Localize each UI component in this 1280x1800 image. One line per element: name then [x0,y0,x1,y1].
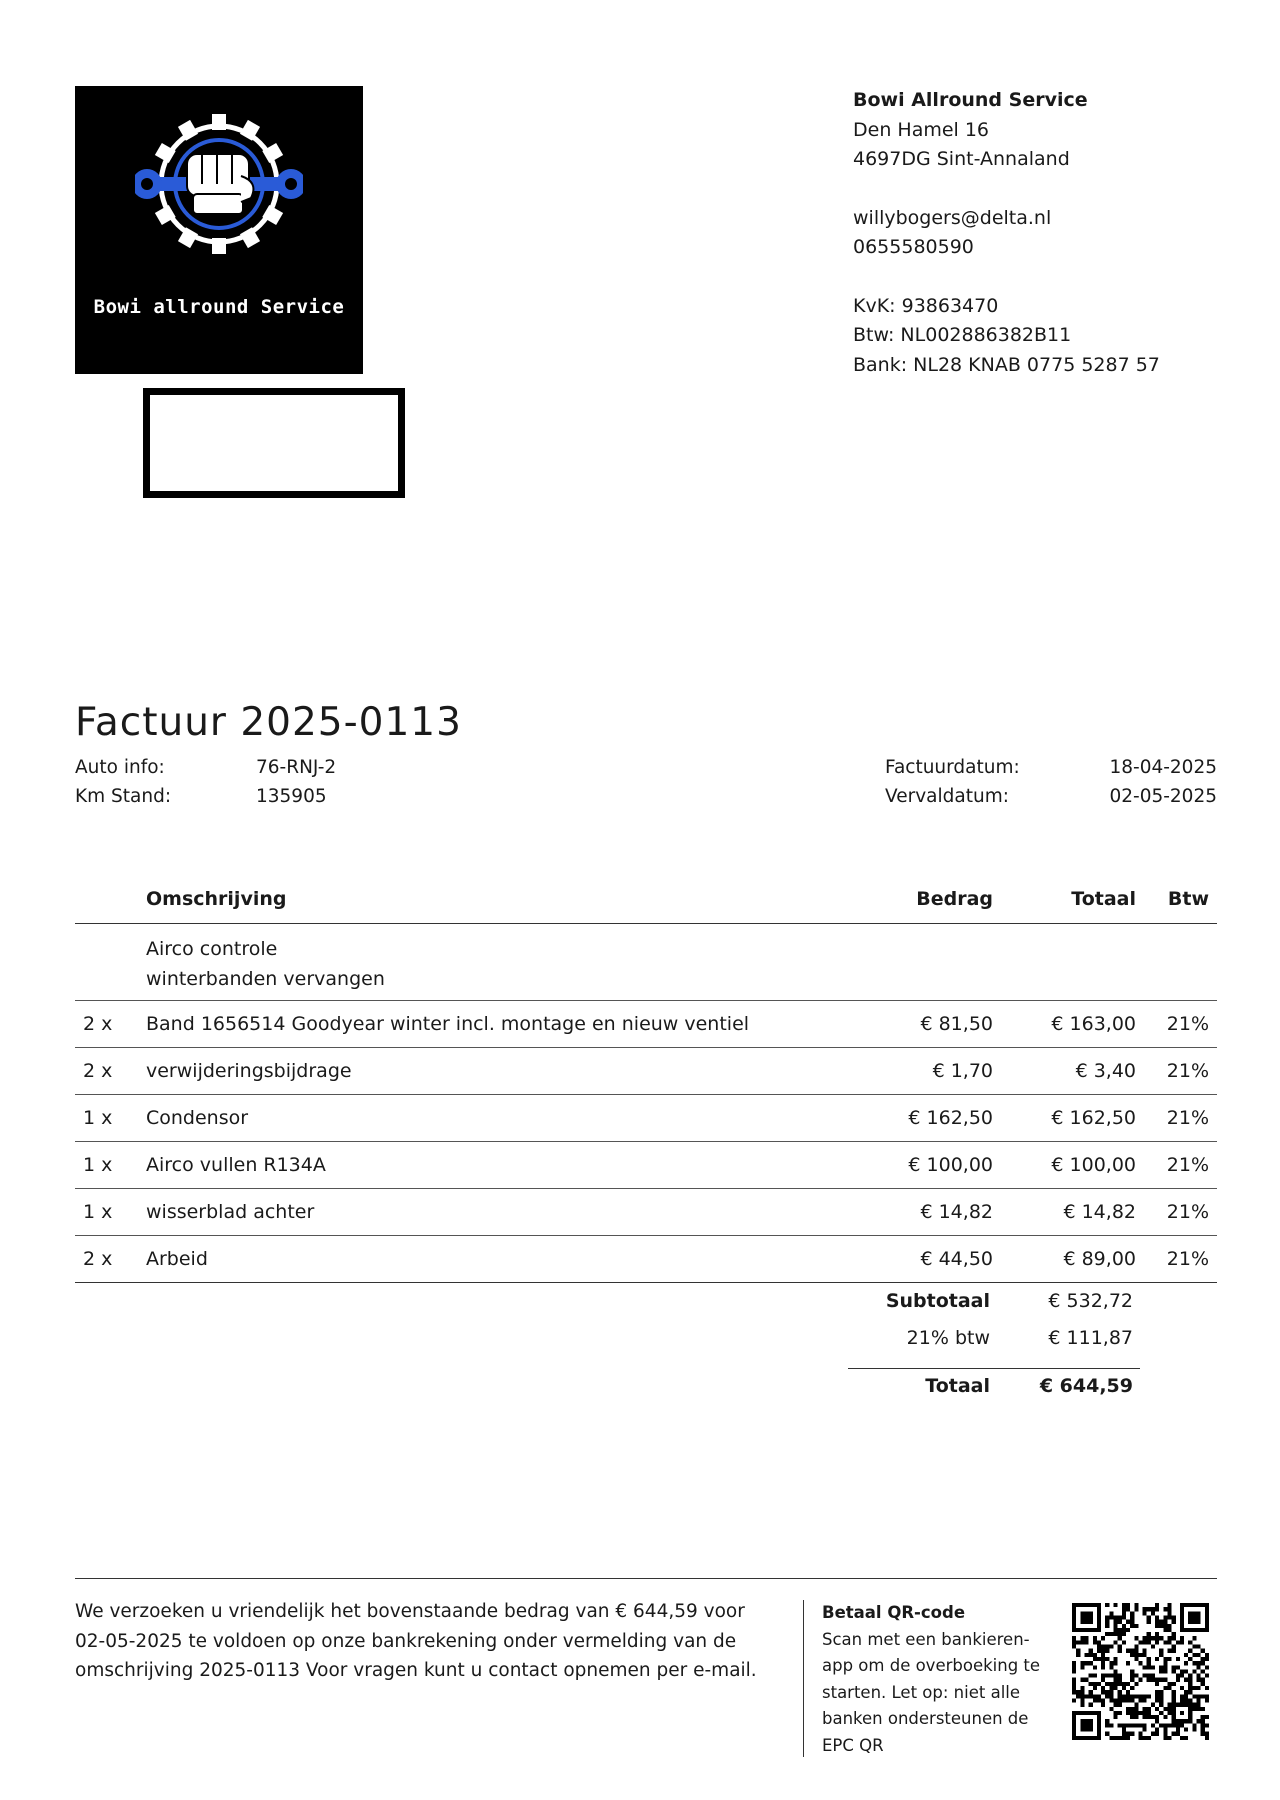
table-header [75,880,1217,924]
company-logo [75,86,363,374]
row-price: € 14,82 [920,1201,993,1223]
row-total: € 162,50 [1051,1107,1136,1129]
table-row [75,1048,1217,1095]
row-qty: 2 x [83,1013,113,1035]
qr-info [822,1600,1052,1759]
auto-info-value: 76-RNJ-2 [256,757,337,778]
company-bank: Bank: NL28 KNAB 0775 5287 57 [853,353,1160,376]
header-price: Bedrag [916,888,993,910]
row-vat: 21% [1166,1107,1209,1129]
logo-text: Bowi allround Service [93,296,345,318]
row-qty: 2 x [83,1248,113,1270]
meta-right-labels [885,753,1020,811]
row-vat: 21% [1166,1060,1209,1082]
invoice-title: Factuur 2025-0113 [75,700,462,745]
note-line: Airco controle [146,938,278,960]
subtotal-label: Subtotaal [885,1290,990,1312]
payment-instructions: We verzoeken u vriendelijk het bovenstaande bedrag van € 644,59 voor 02-05-2025 te voldoen op onze bankrekening onder vermelding van de omschrijving 2025-0113 Voor vragen kunt u contact opnemen per e-mail. [75,1601,757,1681]
row-total: € 89,00 [1063,1248,1136,1270]
qr-text: Scan met een bankieren-app om de overboeking te starten. Let op: niet alle banken ondersteunen de EPC QR [822,1629,1041,1755]
row-price: € 162,50 [908,1107,993,1129]
company-email: willybogers@delta.nl [853,206,1052,229]
row-price: € 81,50 [920,1013,993,1035]
company-kvk: KvK: 93863470 [853,294,999,317]
company-btw: Btw: NL002886382B11 [853,324,1072,346]
header-description: Omschrijving [146,888,287,910]
subtotal-row [848,1290,1140,1327]
note-line: winterbanden vervangen [146,968,385,990]
row-description: verwijderingsbijdrage [146,1060,352,1082]
table-note-row [75,924,1217,1001]
row-description: Band 1656514 Goodyear winter incl. montage en nieuw ventiel [146,1013,750,1035]
company-info [853,86,1160,380]
meta-right-values [1109,753,1217,811]
row-qty: 1 x [83,1154,113,1176]
row-price: € 44,50 [920,1248,993,1270]
header-total: Totaal [1071,888,1136,910]
row-qty: 1 x [83,1201,113,1223]
company-city: 4697DG Sint-Annaland [853,148,1070,170]
company-phone: 0655580590 [853,236,974,258]
company-name: Bowi Allround Service [853,89,1088,111]
company-street: Den Hamel 16 [853,118,990,141]
total-value: € 644,59 [1039,1375,1133,1397]
row-total: € 100,00 [1051,1154,1136,1176]
note-text [146,934,385,994]
row-vat: 21% [1166,1154,1209,1176]
qr-code-icon[interactable] [1072,1603,1209,1740]
table-row [75,1142,1217,1189]
meta-left-labels [75,753,171,811]
address-box [143,388,405,498]
row-qty: 1 x [83,1107,113,1129]
total-label: Totaal [925,1375,990,1397]
km-label: Km Stand: [75,786,172,807]
row-vat: 21% [1166,1013,1209,1035]
table-row [75,1001,1217,1048]
row-price: € 1,70 [932,1060,993,1082]
subtotal-value: € 532,72 [1048,1290,1133,1312]
total-row [848,1368,1140,1415]
table-row [75,1189,1217,1236]
row-total: € 163,00 [1051,1013,1136,1035]
invoice-date-label: Factuurdatum: [885,757,1020,778]
row-price: € 100,00 [908,1154,993,1176]
due-date-value: 02-05-2025 [1109,786,1217,807]
footer-divider [75,1578,1217,1579]
auto-info-label: Auto info: [75,757,165,778]
table-row [75,1095,1217,1142]
row-vat: 21% [1166,1248,1209,1270]
vat-row [848,1327,1140,1364]
row-description: wisserblad achter [146,1201,315,1223]
meta-left-values [256,753,336,811]
km-value: 135905 [256,786,327,807]
table-row [75,1236,1217,1283]
row-qty: 2 x [83,1060,113,1082]
row-total: € 14,82 [1063,1201,1136,1223]
vat-label: 21% btw [906,1327,990,1349]
row-vat: 21% [1166,1201,1209,1223]
footer-separator [803,1600,804,1757]
row-description: Airco vullen R134A [146,1154,326,1176]
qr-title: Betaal QR-code [822,1603,966,1622]
gear-wrench-fist-icon [135,104,303,272]
header-vat: Btw [1167,888,1209,910]
invoice-table [75,880,1217,1283]
invoice-date-value: 18-04-2025 [1109,757,1217,778]
vat-value: € 111,87 [1048,1327,1133,1349]
due-date-label: Vervaldatum: [885,786,1009,807]
row-description: Arbeid [146,1248,208,1270]
totals-block [848,1290,1140,1415]
row-description: Condensor [146,1107,249,1129]
row-total: € 3,40 [1075,1060,1136,1082]
